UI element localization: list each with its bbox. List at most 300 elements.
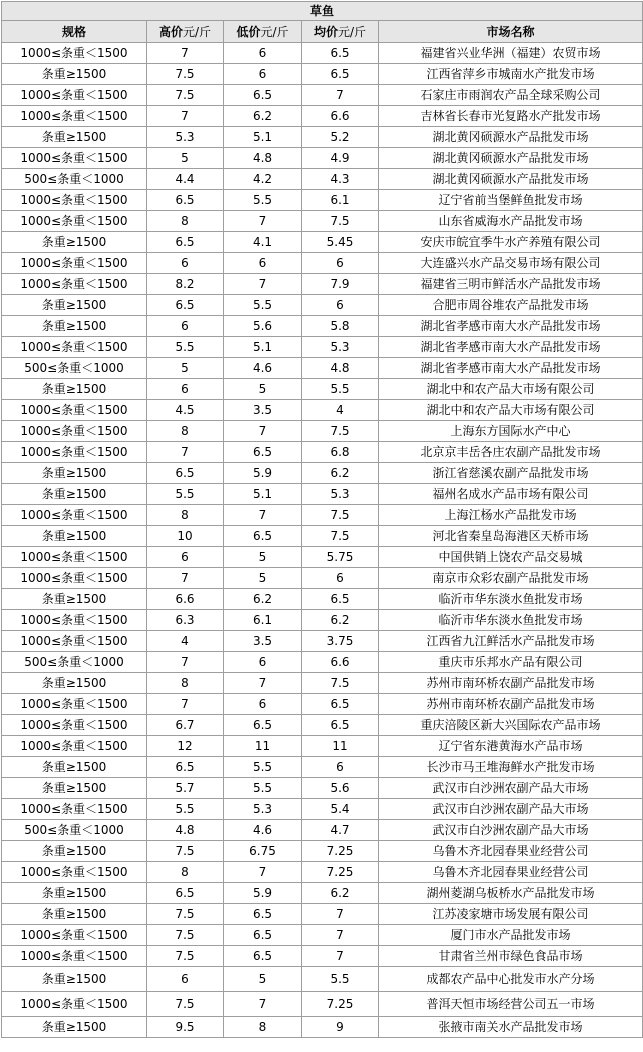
cell-avg-price: 6 [302, 757, 379, 778]
cell-spec: 500≤条重＜1000 [2, 169, 147, 190]
cell-low-price: 5 [224, 568, 302, 589]
cell-high-price: 7 [147, 652, 224, 673]
cell-high-price: 9.5 [147, 1017, 224, 1038]
cell-low-price: 6.5 [224, 925, 302, 946]
table-row [2, 358, 643, 379]
cell-spec: 1000≤条重＜1500 [2, 547, 147, 568]
cell-low-price: 6 [224, 253, 302, 274]
header-high [147, 21, 224, 43]
table-row [2, 190, 643, 211]
cell-spec: 条重≥1500 [2, 64, 147, 85]
table-row [2, 925, 643, 946]
cell-low-price: 5 [224, 379, 302, 400]
cell-high-price: 5.3 [147, 127, 224, 148]
cell-market-name: 苏州市南环桥农副产品批发市场 [379, 694, 643, 715]
cell-avg-price: 6.5 [302, 589, 379, 610]
cell-spec: 条重≥1500 [2, 526, 147, 547]
table-row [2, 694, 643, 715]
cell-market-name: 辽宁省东港黄海水产品市场 [379, 736, 643, 757]
cell-spec: 1000≤条重＜1500 [2, 505, 147, 526]
cell-market-name: 厦门市水产品批发市场 [379, 925, 643, 946]
cell-low-price: 6.5 [224, 946, 302, 967]
cell-avg-price: 6 [302, 253, 379, 274]
cell-high-price: 6 [147, 547, 224, 568]
table-title-row [2, 2, 643, 21]
table-row [2, 148, 643, 169]
cell-high-price: 5 [147, 358, 224, 379]
cell-high-price: 7.5 [147, 946, 224, 967]
cell-spec: 条重≥1500 [2, 484, 147, 505]
cell-high-price: 5.7 [147, 778, 224, 799]
cell-low-price: 4.6 [224, 358, 302, 379]
cell-high-price: 7.5 [147, 992, 224, 1017]
cell-market-name: 上海江杨水产品批发市场 [379, 505, 643, 526]
cell-spec: 条重≥1500 [2, 232, 147, 253]
cell-avg-price: 6.2 [302, 883, 379, 904]
cell-low-price: 5 [224, 547, 302, 568]
header-high-unit: 元/斤 [182, 24, 212, 39]
header-avg [302, 21, 379, 43]
cell-low-price: 6.2 [224, 589, 302, 610]
cell-high-price: 6.5 [147, 757, 224, 778]
cell-avg-price: 7 [302, 904, 379, 925]
cell-spec: 条重≥1500 [2, 841, 147, 862]
cell-low-price: 6.1 [224, 610, 302, 631]
cell-avg-price: 3.75 [302, 631, 379, 652]
cell-avg-price: 5.75 [302, 547, 379, 568]
table-row [2, 400, 643, 421]
cell-avg-price: 7.5 [302, 505, 379, 526]
cell-avg-price: 6.6 [302, 106, 379, 127]
cell-avg-price: 6.5 [302, 715, 379, 736]
table-row [2, 379, 643, 400]
cell-low-price: 6.5 [224, 715, 302, 736]
cell-market-name: 中国供销上饶农产品交易城 [379, 547, 643, 568]
table-row [2, 295, 643, 316]
cell-avg-price: 6 [302, 568, 379, 589]
cell-market-name: 辽宁省前当堡鲜鱼批发市场 [379, 190, 643, 211]
table-row [2, 232, 643, 253]
cell-market-name: 福州名成水产品市场有限公司 [379, 484, 643, 505]
cell-high-price: 10 [147, 526, 224, 547]
table-row [2, 946, 643, 967]
cell-high-price: 7 [147, 43, 224, 64]
cell-avg-price: 11 [302, 736, 379, 757]
cell-low-price: 5.9 [224, 883, 302, 904]
cell-high-price: 6.7 [147, 715, 224, 736]
cell-market-name: 福建省兴业华洲（福建）农贸市场 [379, 43, 643, 64]
cell-market-name: 临沂市华东淡水鱼批发市场 [379, 610, 643, 631]
cell-low-price: 6.5 [224, 904, 302, 925]
cell-market-name: 北京京丰岳各庄农副产品批发市场 [379, 442, 643, 463]
cell-high-price: 8.2 [147, 274, 224, 295]
cell-high-price: 5.5 [147, 484, 224, 505]
cell-low-price: 5.1 [224, 337, 302, 358]
cell-spec: 500≤条重＜1000 [2, 652, 147, 673]
table-row [2, 862, 643, 883]
cell-spec: 条重≥1500 [2, 379, 147, 400]
cell-spec: 1000≤条重＜1500 [2, 631, 147, 652]
cell-high-price: 6.5 [147, 295, 224, 316]
cell-low-price: 7 [224, 992, 302, 1017]
cell-low-price: 7 [224, 673, 302, 694]
cell-avg-price: 5.4 [302, 799, 379, 820]
table-row [2, 127, 643, 148]
cell-low-price: 6.75 [224, 841, 302, 862]
cell-spec: 1000≤条重＜1500 [2, 568, 147, 589]
cell-market-name: 临沂市华东淡水鱼批发市场 [379, 589, 643, 610]
table-row [2, 484, 643, 505]
cell-avg-price: 4.3 [302, 169, 379, 190]
cell-high-price: 6.5 [147, 463, 224, 484]
cell-market-name: 湖州菱湖乌板桥水产品批发市场 [379, 883, 643, 904]
cell-low-price: 5.5 [224, 778, 302, 799]
cell-market-name: 湖北省孝感市南大水产品批发市场 [379, 358, 643, 379]
cell-spec: 条重≥1500 [2, 673, 147, 694]
cell-high-price: 5 [147, 148, 224, 169]
table-body [2, 43, 643, 1038]
cell-low-price: 7 [224, 505, 302, 526]
cell-high-price: 6 [147, 253, 224, 274]
cell-low-price: 7 [224, 862, 302, 883]
cell-avg-price: 4 [302, 400, 379, 421]
cell-low-price: 4.1 [224, 232, 302, 253]
cell-market-name: 湖北省孝感市南大水产品批发市场 [379, 316, 643, 337]
cell-spec: 条重≥1500 [2, 1017, 147, 1038]
table-row [2, 43, 643, 64]
cell-avg-price: 4.7 [302, 820, 379, 841]
cell-avg-price: 6.8 [302, 442, 379, 463]
cell-high-price: 4.8 [147, 820, 224, 841]
cell-avg-price: 6.6 [302, 652, 379, 673]
cell-market-name: 苏州市南环桥农副产品批发市场 [379, 673, 643, 694]
cell-avg-price: 7.25 [302, 992, 379, 1017]
cell-spec: 1000≤条重＜1500 [2, 211, 147, 232]
table-row [2, 992, 643, 1017]
cell-low-price: 4.2 [224, 169, 302, 190]
cell-low-price: 8 [224, 1017, 302, 1038]
cell-market-name: 江西省萍乡市城南水产批发市场 [379, 64, 643, 85]
cell-high-price: 7.5 [147, 925, 224, 946]
cell-spec: 条重≥1500 [2, 967, 147, 992]
cell-market-name: 张掖市南关水产品批发市场 [379, 1017, 643, 1038]
table-row [2, 526, 643, 547]
header-market [379, 21, 643, 43]
table-row [2, 169, 643, 190]
table-row [2, 64, 643, 85]
table-row [2, 106, 643, 127]
cell-avg-price: 6.1 [302, 190, 379, 211]
cell-high-price: 7 [147, 106, 224, 127]
table-row [2, 463, 643, 484]
cell-avg-price: 6.5 [302, 64, 379, 85]
cell-low-price: 6 [224, 694, 302, 715]
table-row [2, 799, 643, 820]
table-row [2, 337, 643, 358]
cell-high-price: 6 [147, 379, 224, 400]
cell-high-price: 4.5 [147, 400, 224, 421]
cell-avg-price: 6.2 [302, 610, 379, 631]
header-market-label: 市场名称 [486, 24, 535, 39]
cell-low-price: 3.5 [224, 400, 302, 421]
cell-spec: 1000≤条重＜1500 [2, 694, 147, 715]
cell-spec: 1000≤条重＜1500 [2, 190, 147, 211]
cell-low-price: 3.5 [224, 631, 302, 652]
cell-spec: 1000≤条重＜1500 [2, 421, 147, 442]
cell-low-price: 5.1 [224, 127, 302, 148]
cell-avg-price: 5.5 [302, 379, 379, 400]
cell-avg-price: 7.5 [302, 421, 379, 442]
cell-high-price: 8 [147, 673, 224, 694]
table-row [2, 904, 643, 925]
cell-spec: 1000≤条重＜1500 [2, 442, 147, 463]
header-avg-unit: 元/斤 [337, 24, 367, 39]
cell-avg-price: 5.45 [302, 232, 379, 253]
cell-avg-price: 9 [302, 1017, 379, 1038]
cell-market-name: 福建省三明市鲜活水产品批发市场 [379, 274, 643, 295]
cell-avg-price: 6.5 [302, 694, 379, 715]
cell-market-name: 湖北黄冈硕源水产品批发市场 [379, 127, 643, 148]
table-row [2, 589, 643, 610]
cell-market-name: 湖北省孝感市南大水产品批发市场 [379, 337, 643, 358]
cell-market-name: 乌鲁木齐北园春果业经营公司 [379, 841, 643, 862]
cell-spec: 1000≤条重＜1500 [2, 925, 147, 946]
table-row [2, 85, 643, 106]
cell-high-price: 4.4 [147, 169, 224, 190]
table-row [2, 967, 643, 992]
cell-high-price: 6 [147, 316, 224, 337]
cell-avg-price: 5.3 [302, 484, 379, 505]
cell-high-price: 12 [147, 736, 224, 757]
cell-market-name: 河北省秦皇岛海港区天桥市场 [379, 526, 643, 547]
cell-low-price: 5.5 [224, 190, 302, 211]
cell-low-price: 5.9 [224, 463, 302, 484]
cell-avg-price: 5.2 [302, 127, 379, 148]
cell-spec: 1000≤条重＜1500 [2, 400, 147, 421]
cell-market-name: 武汉市白沙洲农副产品大市场 [379, 820, 643, 841]
table-row [2, 715, 643, 736]
cell-high-price: 7.5 [147, 841, 224, 862]
cell-low-price: 5.5 [224, 295, 302, 316]
table-row [2, 505, 643, 526]
cell-avg-price: 7.9 [302, 274, 379, 295]
cell-spec: 条重≥1500 [2, 295, 147, 316]
cell-high-price: 6.5 [147, 232, 224, 253]
table-row [2, 652, 643, 673]
cell-market-name: 湖北黄冈硕源水产品批发市场 [379, 169, 643, 190]
cell-low-price: 4.8 [224, 148, 302, 169]
cell-market-name: 湖北中和农产品大市场有限公司 [379, 379, 643, 400]
cell-low-price: 5.1 [224, 484, 302, 505]
cell-low-price: 7 [224, 211, 302, 232]
cell-market-name: 吉林省长春市光复路水产批发市场 [379, 106, 643, 127]
cell-high-price: 5.5 [147, 337, 224, 358]
cell-high-price: 8 [147, 211, 224, 232]
cell-spec: 500≤条重＜1000 [2, 820, 147, 841]
cell-high-price: 7.5 [147, 904, 224, 925]
cell-market-name: 乌鲁木齐北园春果业经营公司 [379, 862, 643, 883]
cell-avg-price: 5.6 [302, 778, 379, 799]
cell-avg-price: 7.5 [302, 673, 379, 694]
table-row [2, 547, 643, 568]
table-row [2, 820, 643, 841]
table-row [2, 757, 643, 778]
table-row [2, 883, 643, 904]
table-title: 草鱼 [2, 2, 643, 21]
cell-spec: 1000≤条重＜1500 [2, 148, 147, 169]
header-low-unit: 元/斤 [260, 24, 289, 39]
header-low [224, 21, 302, 43]
cell-market-name: 重庆涪陵区新大兴国际农产品市场 [379, 715, 643, 736]
cell-spec: 1000≤条重＜1500 [2, 43, 147, 64]
cell-high-price: 6.3 [147, 610, 224, 631]
cell-spec: 条重≥1500 [2, 463, 147, 484]
cell-spec: 1000≤条重＜1500 [2, 715, 147, 736]
table-row [2, 1017, 643, 1038]
cell-low-price: 6.5 [224, 85, 302, 106]
cell-low-price: 5 [224, 967, 302, 992]
table-row [2, 631, 643, 652]
cell-low-price: 7 [224, 274, 302, 295]
cell-market-name: 石家庄市雨润农产品全球采购公司 [379, 85, 643, 106]
cell-spec: 1000≤条重＜1500 [2, 946, 147, 967]
cell-spec: 1000≤条重＜1500 [2, 274, 147, 295]
cell-market-name: 武汉市白沙洲农副产品大市场 [379, 778, 643, 799]
cell-market-name: 山东省威海水产品批发市场 [379, 211, 643, 232]
cell-high-price: 8 [147, 421, 224, 442]
cell-high-price: 7.5 [147, 64, 224, 85]
cell-market-name: 安庆市皖宜季牛水产养殖有限公司 [379, 232, 643, 253]
table-row [2, 673, 643, 694]
cell-spec: 1000≤条重＜1500 [2, 106, 147, 127]
cell-low-price: 5.6 [224, 316, 302, 337]
cell-avg-price: 6.5 [302, 43, 379, 64]
cell-avg-price: 7.5 [302, 211, 379, 232]
cell-low-price: 11 [224, 736, 302, 757]
cell-market-name: 江西省九江鲜活水产品批发市场 [379, 631, 643, 652]
cell-low-price: 6 [224, 64, 302, 85]
cell-market-name: 重庆市乐邦水产品有限公司 [379, 652, 643, 673]
cell-market-name: 江苏凌家塘市场发展有限公司 [379, 904, 643, 925]
cell-high-price: 8 [147, 505, 224, 526]
cell-market-name: 南京市众彩农副产品批发市场 [379, 568, 643, 589]
table-row [2, 841, 643, 862]
cell-avg-price: 7 [302, 946, 379, 967]
cell-spec: 500≤条重＜1000 [2, 358, 147, 379]
cell-low-price: 6.2 [224, 106, 302, 127]
cell-high-price: 7 [147, 694, 224, 715]
cell-spec: 1000≤条重＜1500 [2, 799, 147, 820]
cell-market-name: 普洱天恒市场经营公司五一市场 [379, 992, 643, 1017]
cell-high-price: 7 [147, 442, 224, 463]
cell-spec: 1000≤条重＜1500 [2, 610, 147, 631]
cell-avg-price: 5.8 [302, 316, 379, 337]
cell-spec: 条重≥1500 [2, 778, 147, 799]
cell-avg-price: 5.5 [302, 967, 379, 992]
cell-avg-price: 7.25 [302, 862, 379, 883]
cell-market-name: 湖北中和农产品大市场有限公司 [379, 400, 643, 421]
table-row [2, 442, 643, 463]
cell-low-price: 6.5 [224, 442, 302, 463]
cell-spec: 1000≤条重＜1500 [2, 992, 147, 1017]
cell-low-price: 6 [224, 652, 302, 673]
cell-market-name: 长沙市马王堆海鲜水产批发市场 [379, 757, 643, 778]
header-low-label: 低价 [236, 24, 261, 39]
cell-high-price: 4 [147, 631, 224, 652]
table-row [2, 316, 643, 337]
cell-high-price: 5.5 [147, 799, 224, 820]
cell-spec: 条重≥1500 [2, 904, 147, 925]
cell-avg-price: 6.2 [302, 463, 379, 484]
cell-high-price: 6.5 [147, 190, 224, 211]
cell-market-name: 浙江省慈溪农副产品批发市场 [379, 463, 643, 484]
cell-high-price: 6.5 [147, 883, 224, 904]
cell-market-name: 成都农产品中心批发市水产分场 [379, 967, 643, 992]
cell-spec: 1000≤条重＜1500 [2, 337, 147, 358]
cell-high-price: 6 [147, 967, 224, 992]
table-row [2, 274, 643, 295]
table-row [2, 736, 643, 757]
cell-high-price: 7 [147, 568, 224, 589]
cell-market-name: 大连盛兴水产品交易市场有限公司 [379, 253, 643, 274]
table-row [2, 568, 643, 589]
cell-market-name: 湖北黄冈硕源水产品批发市场 [379, 148, 643, 169]
cell-spec: 条重≥1500 [2, 589, 147, 610]
price-table [1, 1, 643, 1038]
cell-spec: 1000≤条重＜1500 [2, 862, 147, 883]
cell-low-price: 5.3 [224, 799, 302, 820]
cell-avg-price: 4.8 [302, 358, 379, 379]
table-row [2, 253, 643, 274]
cell-high-price: 6.6 [147, 589, 224, 610]
cell-spec: 条重≥1500 [2, 883, 147, 904]
cell-avg-price: 7.5 [302, 526, 379, 547]
cell-spec: 条重≥1500 [2, 757, 147, 778]
cell-avg-price: 5.3 [302, 337, 379, 358]
cell-avg-price: 6 [302, 295, 379, 316]
cell-low-price: 7 [224, 421, 302, 442]
table-row [2, 421, 643, 442]
cell-market-name: 甘肃省兰州市绿色食品市场 [379, 946, 643, 967]
header-spec [2, 21, 147, 43]
cell-spec: 1000≤条重＜1500 [2, 85, 147, 106]
table-row [2, 778, 643, 799]
header-spec-label: 规格 [61, 24, 86, 39]
cell-avg-price: 7.25 [302, 841, 379, 862]
cell-high-price: 7.5 [147, 85, 224, 106]
cell-avg-price: 4.9 [302, 148, 379, 169]
table-row [2, 610, 643, 631]
table-row [2, 211, 643, 232]
cell-spec: 条重≥1500 [2, 127, 147, 148]
cell-low-price: 6.5 [224, 526, 302, 547]
cell-market-name: 上海东方国际水产中心 [379, 421, 643, 442]
cell-avg-price: 7 [302, 925, 379, 946]
table-header-row [2, 21, 643, 43]
header-high-label: 高价 [158, 24, 183, 39]
header-avg-label: 均价 [313, 24, 338, 39]
cell-low-price: 6 [224, 43, 302, 64]
cell-market-name: 合肥市周谷堆农产品批发市场 [379, 295, 643, 316]
cell-market-name: 武汉市白沙洲农副产品大市场 [379, 799, 643, 820]
cell-low-price: 4.6 [224, 820, 302, 841]
cell-spec: 1000≤条重＜1500 [2, 736, 147, 757]
cell-avg-price: 7 [302, 85, 379, 106]
cell-spec: 条重≥1500 [2, 316, 147, 337]
cell-high-price: 8 [147, 862, 224, 883]
cell-spec: 1000≤条重＜1500 [2, 253, 147, 274]
cell-low-price: 5.5 [224, 757, 302, 778]
